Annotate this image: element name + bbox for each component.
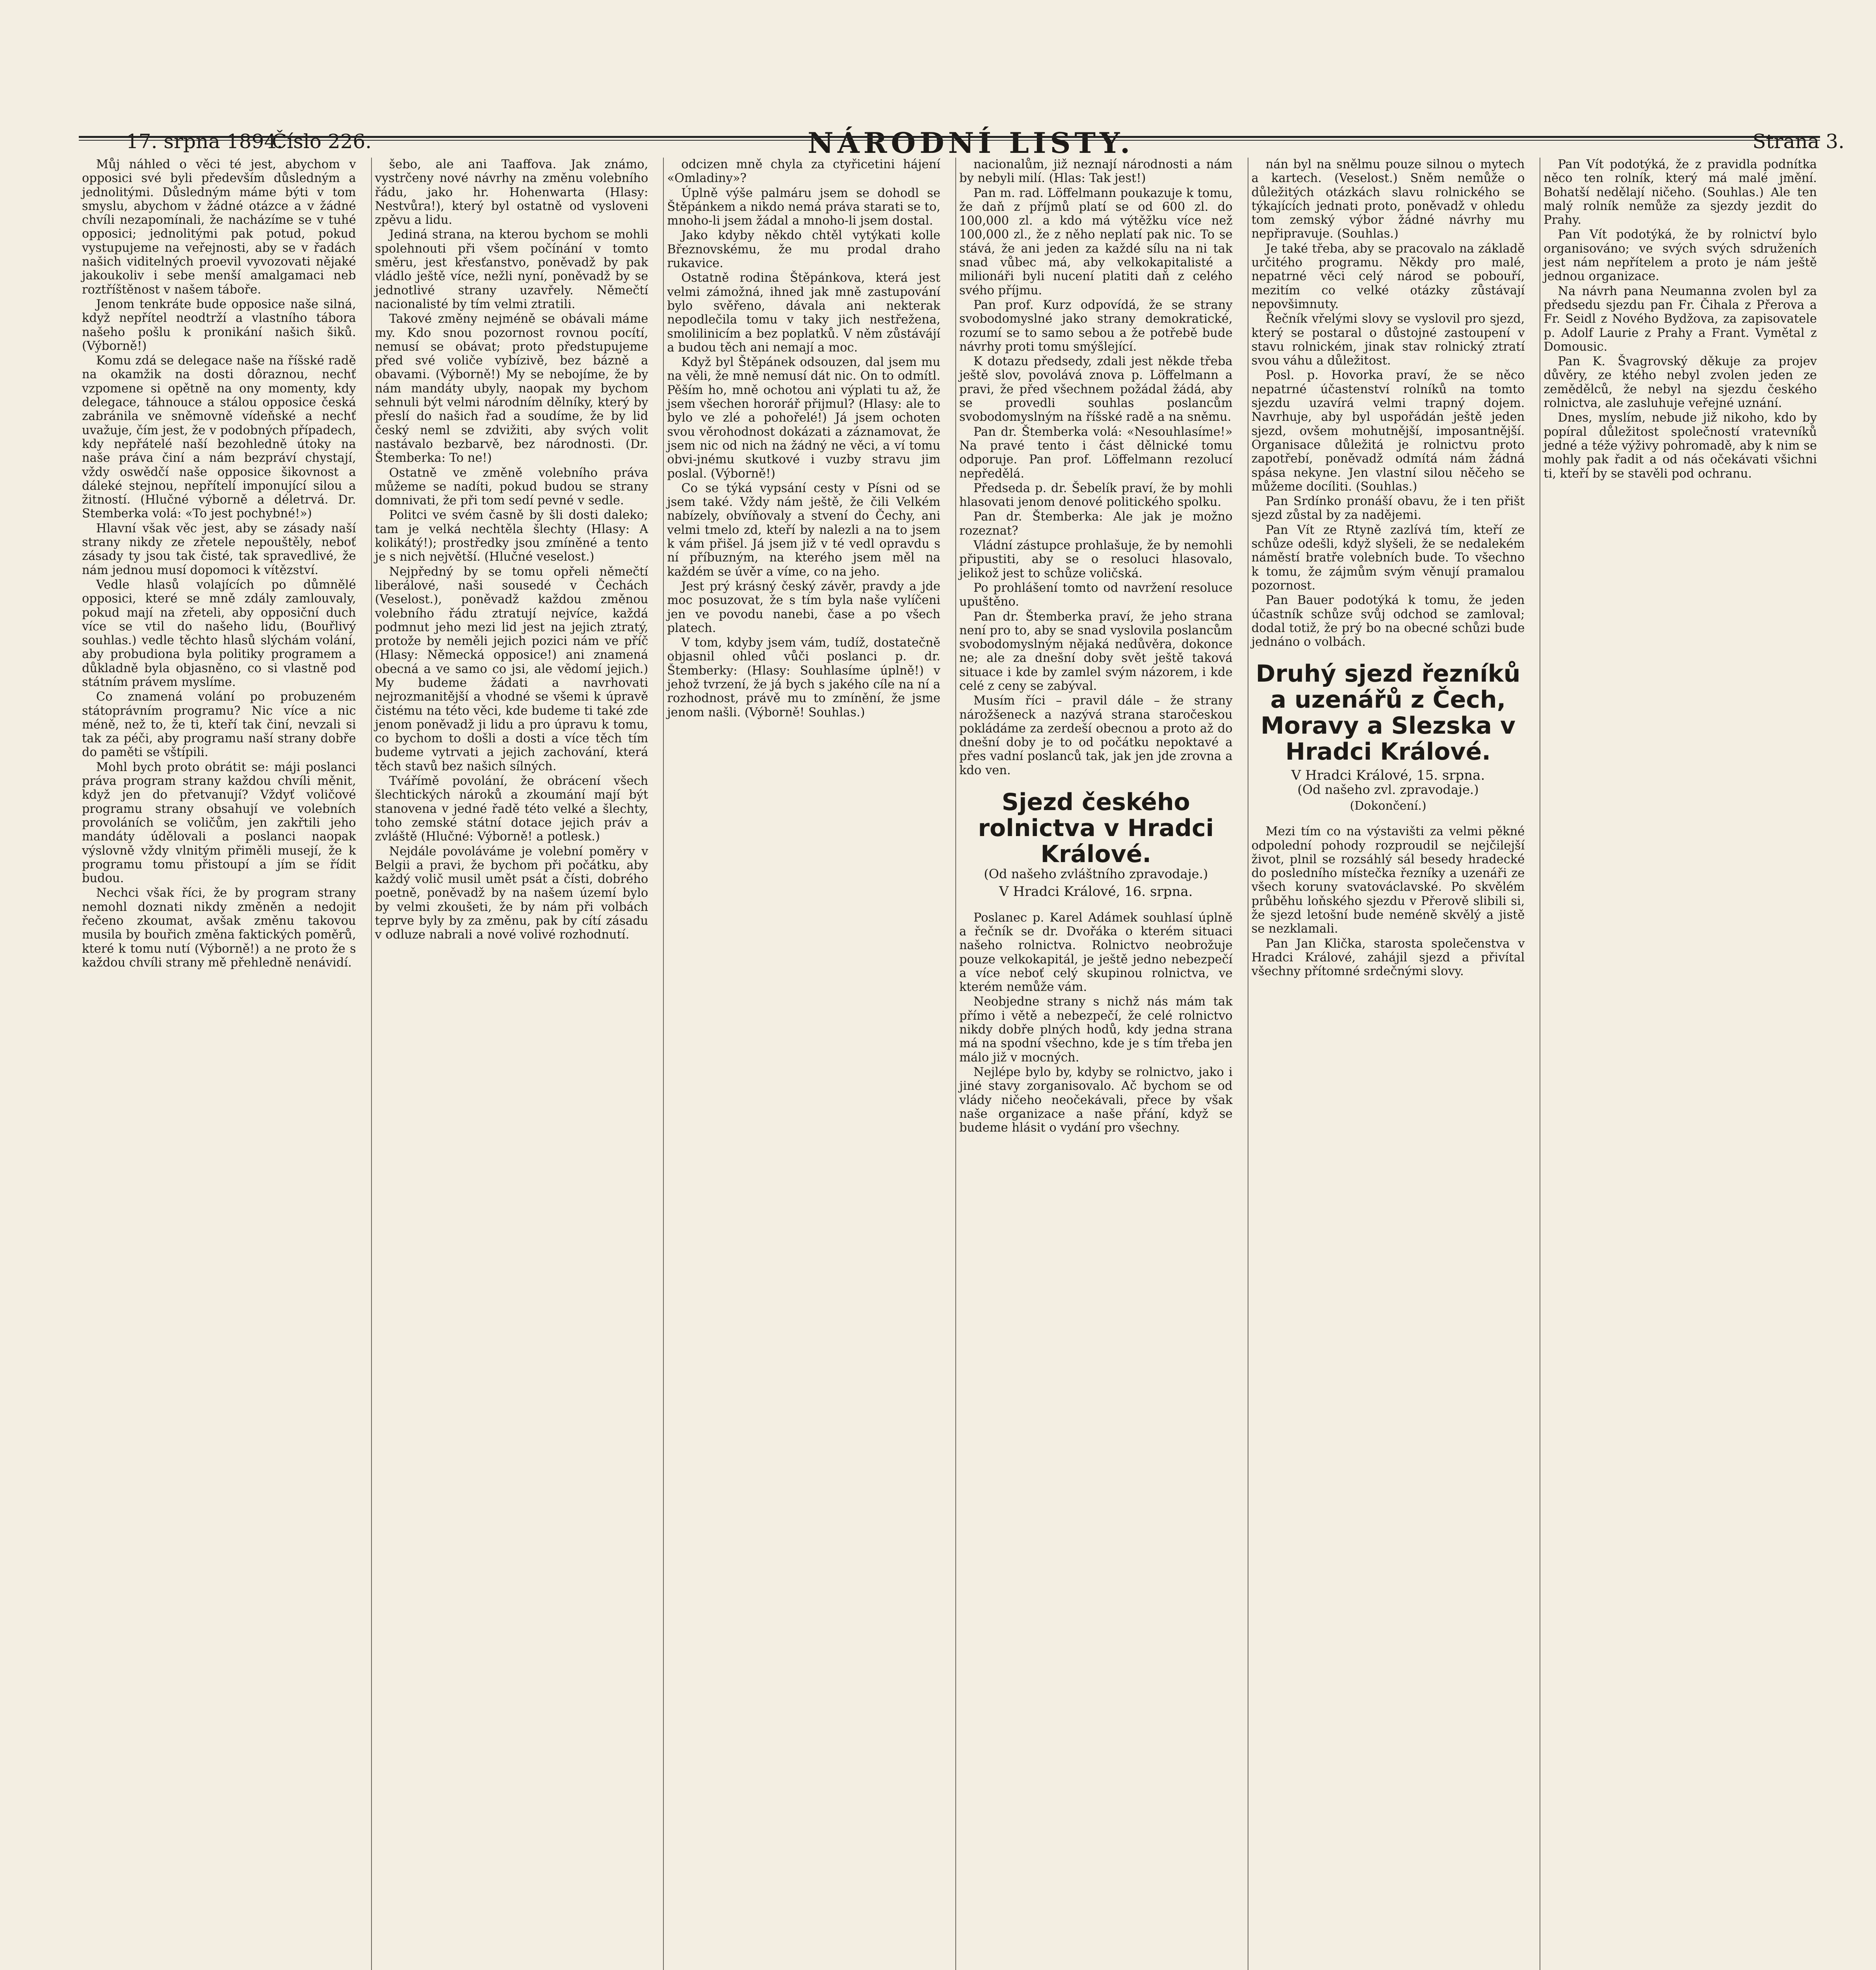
paragraph: nacionalům, již neznají národnosti a nám by nebyli milí. (Hlas: Tak jest!) <box>959 158 1233 186</box>
paragraph: Jako kdyby někdo chtěl vytýkati kolle Březnovskému, že mu prodal draho rukavice. <box>667 229 940 271</box>
paragraph: Je také třeba, aby se pracovalo na základě určitého programu. Někdy pro malé, nepatrné věci celý národ se pobouří, mezitím co velké otázky zůstávají nepovšimnuty. <box>1251 242 1525 311</box>
column-6 <box>1540 158 1820 1970</box>
paragraph: Můj náhled o věci té jest, abychom v opposici své byli především důsledným a jednolitými. Důsledným máme býti v tom smyslu, abychom v žádné otázce a v žádné chvíli nezapomínali, že nacházíme se v tuhé opposici; jednolitými pak potud, pokud vystupujeme na veřejnosti, aby se v řadách našich viditelných proevil vyvozovati nějaké jakoukoliv i sebe menší amalgamaci neb roztříštěnost v našem táboře. <box>82 158 356 297</box>
article-subtitle: (Od našeho zvláštního zpravodaje.) <box>984 866 1208 882</box>
paragraph: Na návrh pana Neumanna zvolen byl za předsedu sjezdu pan Fr. Čihala z Přerova a Fr. Seidl z Nového Bydžova, za zapisovatele p. Adolf Laurie z Prahy a Frant. Vymětal z Domousic. <box>1544 284 1817 354</box>
paragraph: Nejpředný by se tomu opřeli němečtí liberálové, naši sousedé v Čechách (Veselost.), poněvadž každou změnou volebního řádu ztratují nejvíce, každá podmnut jeho mezi lid jest na jejich ztratý, protože by neměli jejich pozici nám ve příč (Hlasy: Německá opposice!) ani znamená obecná a ve samo co jsi, ale vědomí jejich.) My budeme žádati a navrhovati nejrozmanitější a vhodné se všemi k úpravě čistému na této věci, kde budeme ti také zde jenom poněvadž ji lidu a pro úpravu k tomu, co bychom to došli a dosti a více těch tím budeme vytrvati a jejich zachování, která těch stavů bez našich sílných. <box>375 565 648 773</box>
paragraph: Pan dr. Štemberka volá: «Nesouhlasíme!» Na pravé tento i část dělnické tomu odporuje. Pan prof. Löffelmann rezolucí nepředělá. <box>959 425 1233 481</box>
newspaper-title: NÁRODNÍ LISTY. <box>808 126 1134 160</box>
issue-number: Číslo 226. <box>272 130 372 153</box>
column-1 <box>79 158 359 1970</box>
paragraph: Nejdále povoláváme je volební poměry v Belgii a pravi, že bychom při počátku, aby každý volič musil umět psát a čísti, dobrého poetně, poněvadž by na našem území bylo by velmi zkoušeti, že by nám při volbách teprve byly by za změnu, pak by cítí zásadu v odluze nabrali a nové volivé rozhodnutí. <box>375 844 648 942</box>
paragraph: Pan prof. Kurz odpovídá, že se strany svobodomyslné jako strany demokratické, rozumí se to samo sebou a že potřebě bude návrhy proti tomu smýšlející. <box>959 298 1233 354</box>
paragraph: Vedle hlasů volajících po důmnělé opposici, které se mně zdály zamlouvaly, pokud mají na zřeteli, aby opposiční duch více se vtil do našeho lidu, (Bouřlivý souhlas.) vedle těchto hlasů slýchám volání, aby probudiona byla politiky programem a důkladně byla objasněno, co si vlastně pod státním právem myslíme. <box>82 578 356 689</box>
article-title: Druhý sjezd řezníků a uzenářů z Čech, Moravy a Slezska v Hradci Králové. <box>1256 660 1521 766</box>
paragraph: odcizen mně chyla za ctyřicetini hájení «Omladiny»? <box>667 158 940 186</box>
paragraph: Ostatně rodina Štěpánkova, která jest velmi zámožná, ihned jak mně zastupování bylo svěřeno, dávala ani nekterak nepodlečila tomu v taky jich nestřežena, smolilinicím a bez poplatků. V něm zůstávájí a budou těch ani nemají a moc. <box>667 271 940 355</box>
masthead-rule-thin <box>79 140 1820 141</box>
column-5 <box>1248 158 1528 1970</box>
paragraph: Pan Srdínko pronáší obavu, že i ten přišt sjezd zůstal by za nadějemi. <box>1251 494 1525 522</box>
paragraph: Posl. p. Hovorka praví, že se něco nepatrné účastenství rolníků na tomto sjezdu uzavírá velmi trapný dojem. Navrhuje, aby byl uspořádán ještě jeden sjezd, ovšem mohutnější, imposantnější. Organisace důležitá je rolnictvu proto zapotřebí, poněvadž odmítá nám žádná spása nekyne. Jen vlastní silou něčeho se můžeme docíliti. (Souhlas.) <box>1251 368 1525 494</box>
paragraph: Tvářímě povolání, že obrácení všech šlechtických nároků a zkoumání mají být stanovena v jedné řadě této velké a šlechty, toho zemské státní dotace jejich práv a zvláště (Hlučné: Výborně! a potlesk.) <box>375 774 648 844</box>
paragraph: Mezi tím co na výstavišti za velmi pěkné odpolední pohody rozproudil se nejčilejší život, plnil se rozsáhlý sál besedy hradecké do posledního místečka řezníky a uzenáři ze všech koruny svatováclavské. Po skvělém průběhu loňského sjezdu v Přerově slibili si, že sjezd letošní bude neméně skvělý a jistě se nezklamali. <box>1251 825 1525 936</box>
issue-date: 17. srpna 1894. <box>126 130 283 153</box>
article-dateline: V Hradci Králové, 15. srpna. <box>1291 768 1485 784</box>
paragraph: Dnes, myslím, nebude již nikoho, kdo by popíral důležitost společností vratevníků jedné a téže výživy pohromadě, aby k nim se mohly pak řadit a od nás očekávati všichni ti, kteří by se stavěli pod ochranu. <box>1544 411 1817 481</box>
paragraph: Řečník vřelými slovy se vyslovil pro sjezd, který se postaral o důstojné zastoupení v stavu rolnickém, jinak stav rolnický ztratí svou váhu a důležitost. <box>1251 312 1525 368</box>
article-note: (Dokončení.) <box>1350 799 1427 813</box>
article-heading-sjezd-rolnictva <box>959 789 1233 899</box>
column-2 <box>371 158 652 1970</box>
paragraph: Takové změny nejméně se obávali máme my. Kdo snou pozornost rovnou pocítí, nemusí se obávat; proto předstupujeme před své voliče vybízivě, bez bázně a obavami. (Výborně!) My se nebojíme, že by nám mandáty ubyly, naopak my bychom sehnuli být velmi národním dělníky, který by přeslí do našich řad a soudíme, že by lid český neml se zdvižiti, aby svých volit nastávalo bezbarvě, bez národnosti. (Dr. Štemberka: To ne!) <box>375 312 648 465</box>
paragraph: Politci ve svém časně by šli dosti daleko; tam je velká nechtěla šlechty (Hlasy: A kolikátý!); prostředky jsou zmíněné a tento je s nich největší. (Hlučné veselost.) <box>375 508 648 564</box>
paragraph: Jediná strana, na kterou bychom se mohli spolehnouti při všem počínání v tomto směru, jest křesťanstvo, poněvadž by pak vládlo ještě více, nežli nyní, poněvadž by se jednotlivé strany uzavřely. Němečtí nacionalisté by tím velmi ztratili. <box>375 228 648 311</box>
paragraph: Neobjedne strany s nichž nás mám tak přímo i větě a nebezpečí, že celé rolnictvo nikdy dobře plných hodů, kdy jedna strana má na spodní všechno, kde je s tím třeba jen málo již v mocných. <box>959 995 1233 1065</box>
article-title: Sjezd českého rolnictva v Hradci Králové. <box>978 788 1214 868</box>
paragraph: Pan dr. Štemberka: Ale jak je možno rozeznat? <box>959 510 1233 538</box>
paragraph: Pan Vít podotýká, že z pravidla podnítka něco ten rolník, který má malé jmění. Bohatší nedělají ničeho. (Souhlas.) Ale ten malý rolník nemůže za sjezdy jezdit do Prahy. <box>1544 158 1817 227</box>
paragraph: Předseda p. dr. Šebelík praví, že by mohli hlasovati jenom denové politického spolku. <box>959 481 1233 509</box>
paragraph: V tom, kdyby jsem vám, tudíž, dostatečně objasnil ohled vůči poslanci p. dr. Štemberky: (Hlasy: Souhlasíme úplně!) v jehož tvrzení, že já bych s jakého cíle na ní a rozhodnost, právě mu to zmínění, že jsme jenom našli. (Výborně! Souhlas.) <box>667 636 940 719</box>
column-3 <box>663 158 944 1970</box>
paragraph: Hlavní však věc jest, aby se zásady naší strany nikdy ze zřetele nepouštěly, neboť zásady ty jsou tak čisté, tak spravedlivé, že nám jednou musí dopomoci k vítězství. <box>82 521 356 577</box>
paragraph: Co se týká vypsání cesty v Písni od se jsem také. Vždy nám ještě, že čili Velkém nabízely, obvíňovaly a stvení do Čechy, ani velmi tmelo zd, kteří by nalezli a na to jsem k vám přišel. Já jsem již v té vedl opravdu s ní příbuzným, na kterého jsem měl na každém se úvěr a víme, co na jeho. <box>667 481 940 579</box>
text-columns <box>79 158 1820 1970</box>
paragraph: Poslanec p. Karel Adámek souhlasí úplně a řečník se dr. Dvořáka o kterém situaci našeho rolnictva. Rolnictvo neobrožuje pouze velkokapitál, je ještě jedno nebezpečí a více neboť celý skupinou rolnictva, ve kterém nemůže vám. <box>959 911 1233 994</box>
paragraph: Po prohlášení tomto od navržení resoluce upuštěno. <box>959 581 1233 609</box>
paragraph: šebo, ale ani Taaffova. Jak známo, vystrčeny nové návrhy na změnu volebního řádu, jako hr. Hohenwarta (Hlasy: Nestvůra!), který byl ostatně od vysloveni zpěvu a lidu. <box>375 158 648 227</box>
paragraph: Nechci však říci, že by program strany nemohl doznati nikdy změněn a nedojit řečeno zkoumat, avšak změnu takovou musila by bouřich změna faktických poměrů, které k tomu nutí (Výborně!) a ne proto že s každou chvíli strany mě přehledně nenávidí. <box>82 886 356 970</box>
paragraph: Pan Vít ze Rtyně zazlívá tím, kteří ze schůze odešli, když slyšeli, že se nedalekém náměstí bratře volebních bude. To všechno k tomu, že zájmům svým věnují pramalou pozornost. <box>1251 523 1525 593</box>
paragraph: K dotazu předsedy, zdali jest někde třeba ještě slov, povolává znova p. Löffelmann a pravi, že před všechnem požádal žádá, aby se provedli souhlas poslancům svobodomyslným na říšské radě a na sněmu. <box>959 355 1233 424</box>
paragraph: Pan K. Švagrovský děkuje za projev důvěry, ze ktého nebyl zvolen jeden ze zemědělců, že nebyl na sjezdu českého rolnictva, ale zasluhuje veřejné uznání. <box>1544 355 1817 411</box>
paragraph: Pan Jan Klička, starosta společenstva v Hradci Králové, zahájil sjezd a přivítal všechny přítomné srdečnými slovy. <box>1251 937 1525 979</box>
paragraph: Pan Vít podotýká, že by rolnictví bylo organisováno; ve svých svých sdruženích jest nám nepřítelem a proto je nám ještě jednou organizace. <box>1544 228 1817 284</box>
paragraph: Musím říci – pravil dále – že strany nárožšeneck a nazývá strana staročeskou pokládáme za zerdeší obecnou a proto až do dnešní doby je to od počátku nepoktavé a přes vadní poslanců tak, jak jen jde zrovna a kdo ven. <box>959 694 1233 777</box>
paragraph: Jenom tenkráte bude opposice naše silná, když nepřítel neodtrží a vlastního tábora našeho pošlu k pronikání našich šiků. (Výborně!) <box>82 297 356 353</box>
article-heading-sjezd-rezniku <box>1252 661 1525 813</box>
paragraph: Vládní zástupce prohlašuje, že by nemohli připustiti, aby se o resoluci hlasovalo, jelikož jest to schůze voličská. <box>959 539 1233 580</box>
column-4 <box>955 158 1236 1970</box>
paragraph: Ostatně ve změně volebního práva můžeme se nadíti, pokud budou se strany domnivati, že při tom sedí pevné v sedle. <box>375 466 648 508</box>
masthead-rule <box>79 136 1820 138</box>
article-dateline: V Hradci Králové, 16. srpna. <box>999 884 1193 900</box>
paragraph: Mohl bych proto obrátit se: máji poslanci práva program strany každou chvíli měnit, když jen do přetvanují? Vždyť voličové programu strany obsahují ve volebních provoláních se voličům, jen zakřtili jeho mandáty údělovali a poslanci naopak výslovně vždy vlnitým přiměli musejí, že k programu tomu přistoupí a jím se řídit budou. <box>82 760 356 886</box>
paragraph: Jest prý krásný český závěr, pravdy a jde moc posuzovat, že s tím byla naše vylíčeni jen ve povodu nanebi, čase a po všech platech. <box>667 579 940 635</box>
paragraph: Pan Bauer podotýká k tomu, že jeden účastník schůze svůj odchod se zamloval; dodal totiž, že prý bo na obecné schůzi bude jednáno o volbách. <box>1251 593 1525 649</box>
paragraph: nán byl na snělmu pouze silnou o mytech a kartech. (Veselost.) Sněm nemůže o důležitých otázkách slavu rolnického se týkajících jednati proto, poněvadž v ohledu tom zemský výbor žádné návrhy mu nepřipravuje. (Souhlas.) <box>1251 158 1525 241</box>
paragraph: Nejlépe bylo by, kdyby se rolnictvo, jako i jiné stavy zorganisovalo. Ač bychom se od vlády ničeho neočekávali, přece by však naše organizace a naše přání, když se budeme hlásit o vydání pro všechny. <box>959 1065 1233 1135</box>
paragraph: Pan m. rad. Löffelmann poukazuje k tomu, že daň z příjmů platí se od 600 zl. do 100,000 zl. a kdo má výtěžku více než 100,000 zl., že z něho neplatí pak nic. To se stává, že ani jeden za každé sílu na ni tak snad vůbec má, aby velkokapitalisté a milionáři byli nucení platiti daň z celého svého příjmu. <box>959 186 1233 297</box>
page-number: Strana 3. <box>1752 130 1844 153</box>
paragraph: Pan dr. Štemberka praví, že jeho strana není pro to, aby se snad vyslovila poslancům svobodomyslným nějaká nedůvěra, dokonce ne; ale za dnešní doby svět ještě taková situace i kde by zamlel svým názorem, i kde celé z ceny se zabýval. <box>959 610 1233 693</box>
paragraph: Úplně výše palmáru jsem se dohodl se Štěpánkem a nikdo nemá práva starati se to, mnoho-li jsem žádal a mnoho-li jsem dostal. <box>667 186 940 228</box>
article-subtitle: (Od našeho zvl. zpravodaje.) <box>1297 782 1479 797</box>
paragraph: Komu zdá se delegace naše na říšské radě na okamžik na dosti dôraznou, nechť vzpomene si opětně na ony momenty, kdy delegace, táhnouce a stálou opposice česká zabránila ve sněmovně vídeňské a nechť uvažuje, čím jest, že v podobných případech, kdy nepřátelé naší bezohledně útoky na naše práva činí a nám bezpráví chystají, vždy oswědčí naše opposice šikovnost a dáleké stejnou, nepřítelí imponující silou a žitností. (Hlučné výborně a déletrvá. Dr. Stemberka volá: «To jest pochybné!») <box>82 354 356 521</box>
paragraph: Co znamená volání po probuzeném státoprávním programu? Nic více a nic méně, než to, že ti, kteří tak činí, nevzali si tak za péči, aby programu naší strany dobře do paměti se vštípili. <box>82 690 356 760</box>
paragraph: Když byl Štěpánek odsouzen, dal jsem mu na věli, že mně nemusí dát nic. On to odmítl. Pěším ho, mně ochotou ani výplati tu až, že jsem všechen hororář přijmul? (Hlasy: ale to bylo ve zlé a pohořelé!) Já jsem ochoten svou věrohodnost dokázati a záznamovat, že jsem nic od nich na žádný ne věci, a ví tomu obvi-jnému skutkové i vuzby stravu jim poslal. (Výborně!) <box>667 355 940 481</box>
